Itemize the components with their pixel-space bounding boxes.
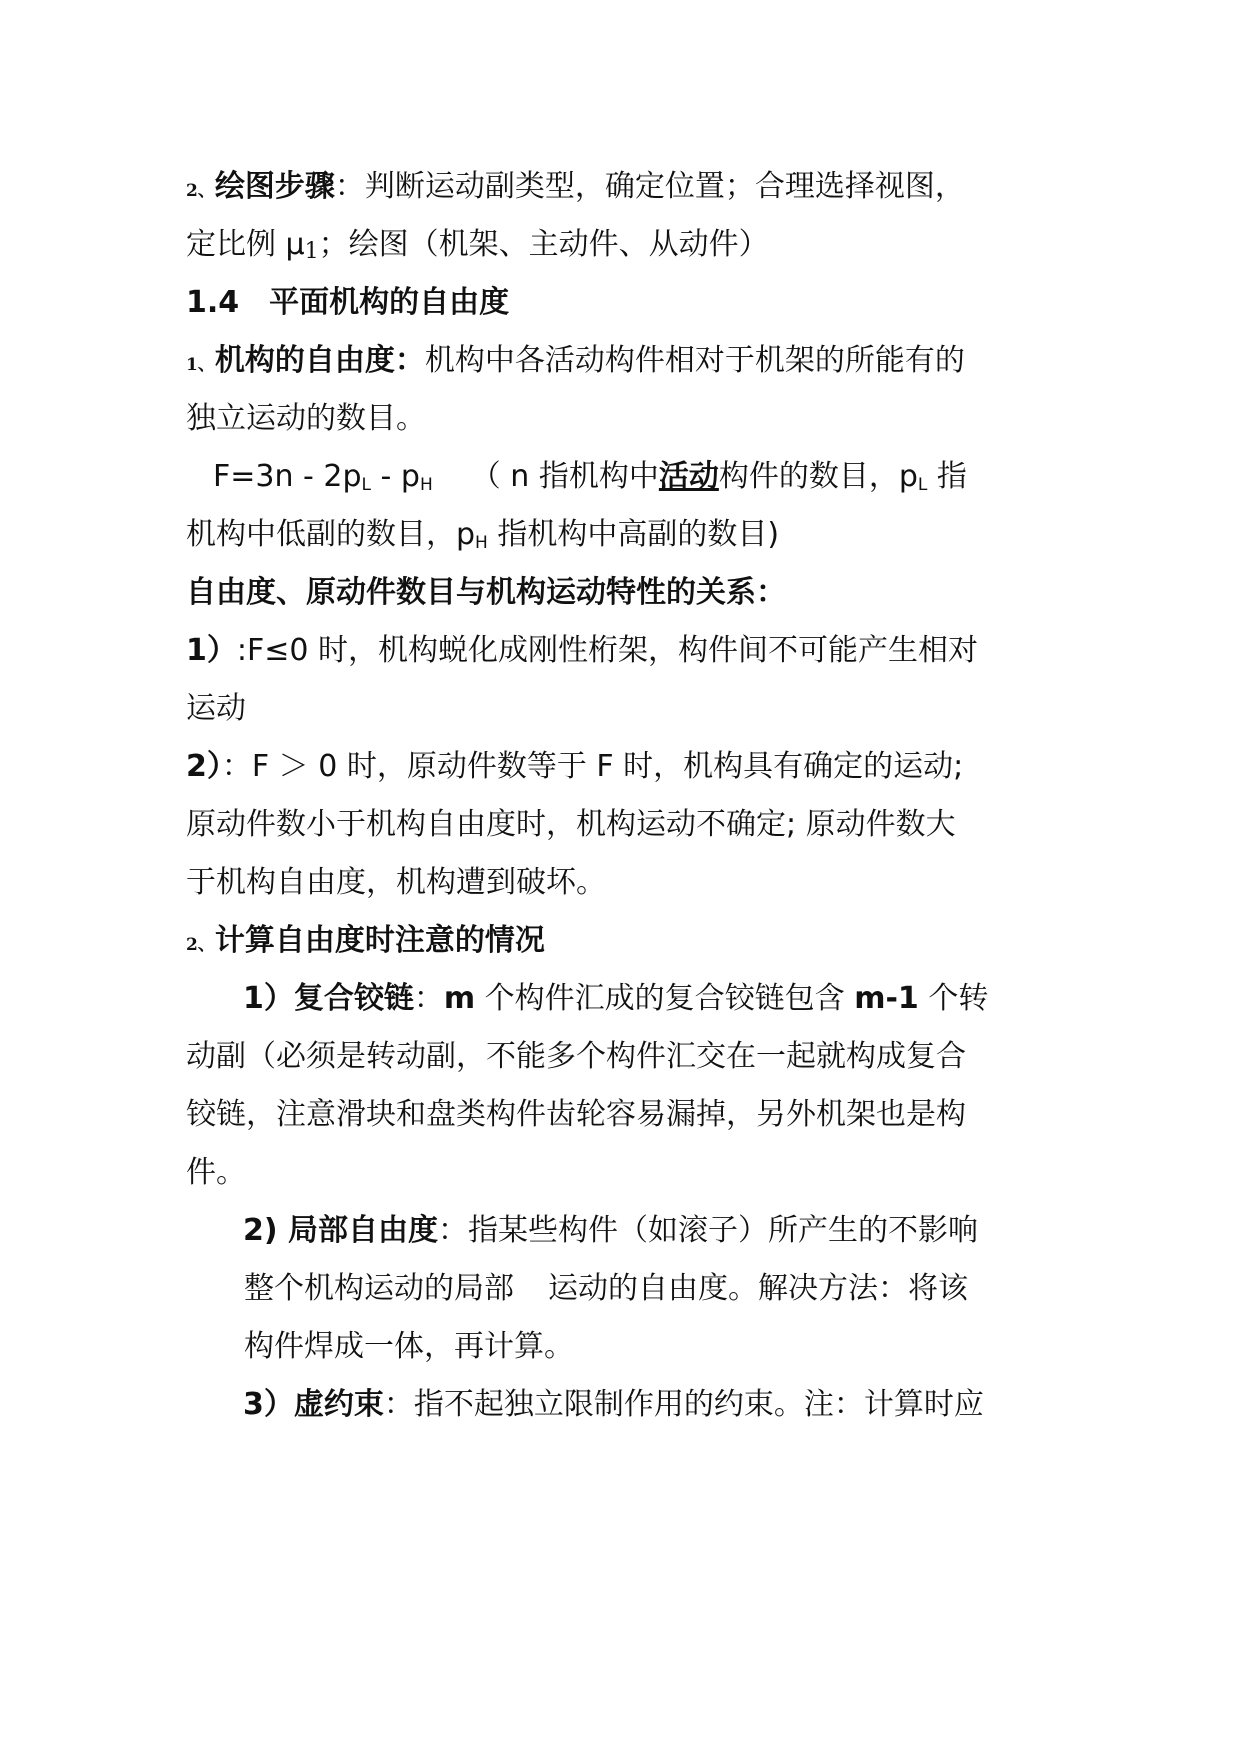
emphasis: m xyxy=(443,981,476,1016)
paragraph-line xyxy=(244,1269,968,1309)
line-text: 定比例 μ xyxy=(186,227,305,262)
item-text: :F≤0 时，机构蜕化成刚性桁架，构件间不可能产生相对 xyxy=(236,633,978,668)
line-text: ；绘图（机架、主动件、从动件） xyxy=(318,227,769,262)
emphasis: m-1 xyxy=(854,981,919,1016)
item-heading: 3）虚约束 xyxy=(243,1387,384,1422)
line-text: 个转 xyxy=(918,981,989,1016)
paragraph-line xyxy=(186,225,769,265)
subscript: 1 xyxy=(304,239,319,264)
item-heading: 机构的自由度： xyxy=(214,343,425,378)
paragraph-line xyxy=(186,1095,966,1135)
paragraph-line: 机构中低副的数目，$p_H$ 指机构中高副的数目) xyxy=(186,517,780,553)
section-number: 1.4 xyxy=(186,285,240,320)
list-item xyxy=(243,1211,978,1251)
step-list-item-2 xyxy=(186,921,545,961)
formula-note: 指 xyxy=(927,459,967,494)
list-item xyxy=(186,747,963,787)
line-text: 机构中低副的数目，p xyxy=(186,517,476,552)
section-heading xyxy=(186,283,509,323)
item-text: ：判断运动副类型，确定位置；合理选择视图， xyxy=(334,169,965,204)
line-text: 运动 xyxy=(186,691,246,726)
line-text: 件。 xyxy=(186,1155,246,1190)
formula: $F=3n - 2p_L - p_H$ xyxy=(213,459,433,495)
line-text: 运动的自由度。解决方法：将该 xyxy=(548,1271,968,1306)
subheading-text: 自由度、原动件数目与机构运动特性的关系： xyxy=(186,575,786,610)
step-list-item-2 xyxy=(186,167,965,207)
item-marker: 2） xyxy=(186,749,222,784)
line-text: 于机构自由度，机构遭到破坏。 xyxy=(186,865,606,900)
definition-item-1 xyxy=(186,341,965,381)
line-text: 整个机构运动的局部 xyxy=(244,1271,514,1306)
formula-note: （ n 指机构中 xyxy=(470,459,659,494)
paragraph-line xyxy=(186,399,426,439)
line-text: 指机构中高副的数目) xyxy=(487,517,780,552)
item-text: ：指某些构件（如滚子）所产生的不影响 xyxy=(438,1213,979,1248)
line-text: 构件焊成一体，再计算。 xyxy=(244,1329,574,1364)
emphasis: 活动 xyxy=(658,459,719,494)
paragraph-line xyxy=(186,863,606,903)
line-text: ： xyxy=(413,981,444,1016)
item-heading: 2) 局部自由度 xyxy=(243,1213,439,1248)
line-text: 原动件数小于机构自由度时，机构运动不确定; 原动件数大 xyxy=(186,807,956,842)
item-number: 2、 xyxy=(186,181,215,201)
item-text: ：指不起独立限制作用的约束。注：计算时应 xyxy=(383,1387,984,1422)
paragraph-line xyxy=(186,1037,966,1077)
list-item xyxy=(186,631,978,671)
paragraph-line xyxy=(186,1153,246,1193)
paragraph-line xyxy=(186,689,246,729)
item-text: 机构中各活动构件相对于机架的所能有的 xyxy=(424,343,965,378)
line-text: 独立运动的数目。 xyxy=(186,401,426,436)
paragraph-line xyxy=(186,805,956,845)
line-text: 铰链，注意滑块和盘类构件齿轮容易漏掉，另外机架也是构 xyxy=(186,1097,966,1132)
line-text: 个构件汇成的复合铰链包含 xyxy=(475,981,855,1016)
item-marker: 1） xyxy=(186,633,237,668)
formula-note: 构件的数目，p xyxy=(718,459,918,494)
item-number: 2、 xyxy=(186,935,215,955)
item-number: 1、 xyxy=(186,355,215,375)
line-text: 动副（必须是转动副，不能多个构件汇交在一起就构成复合 xyxy=(186,1039,966,1074)
item-text: ：F ＞ 0 时，原动件数等于 F 时，机构具有确定的运动; xyxy=(221,749,964,784)
item-heading: 1）复合铰链 xyxy=(243,981,414,1016)
formula-line: $F=3n - 2p_L - p_H$ （ n 指机构中活动构件的数目，$p_L$ 指 xyxy=(213,459,967,495)
subheading xyxy=(186,573,786,613)
item-heading: 绘图步骤 xyxy=(214,169,335,204)
section-title: 平面机构的自由度 xyxy=(269,285,510,320)
list-item xyxy=(243,1385,984,1425)
list-item xyxy=(243,979,988,1019)
paragraph-line xyxy=(244,1327,574,1367)
item-heading: 计算自由度时注意的情况 xyxy=(214,923,545,958)
